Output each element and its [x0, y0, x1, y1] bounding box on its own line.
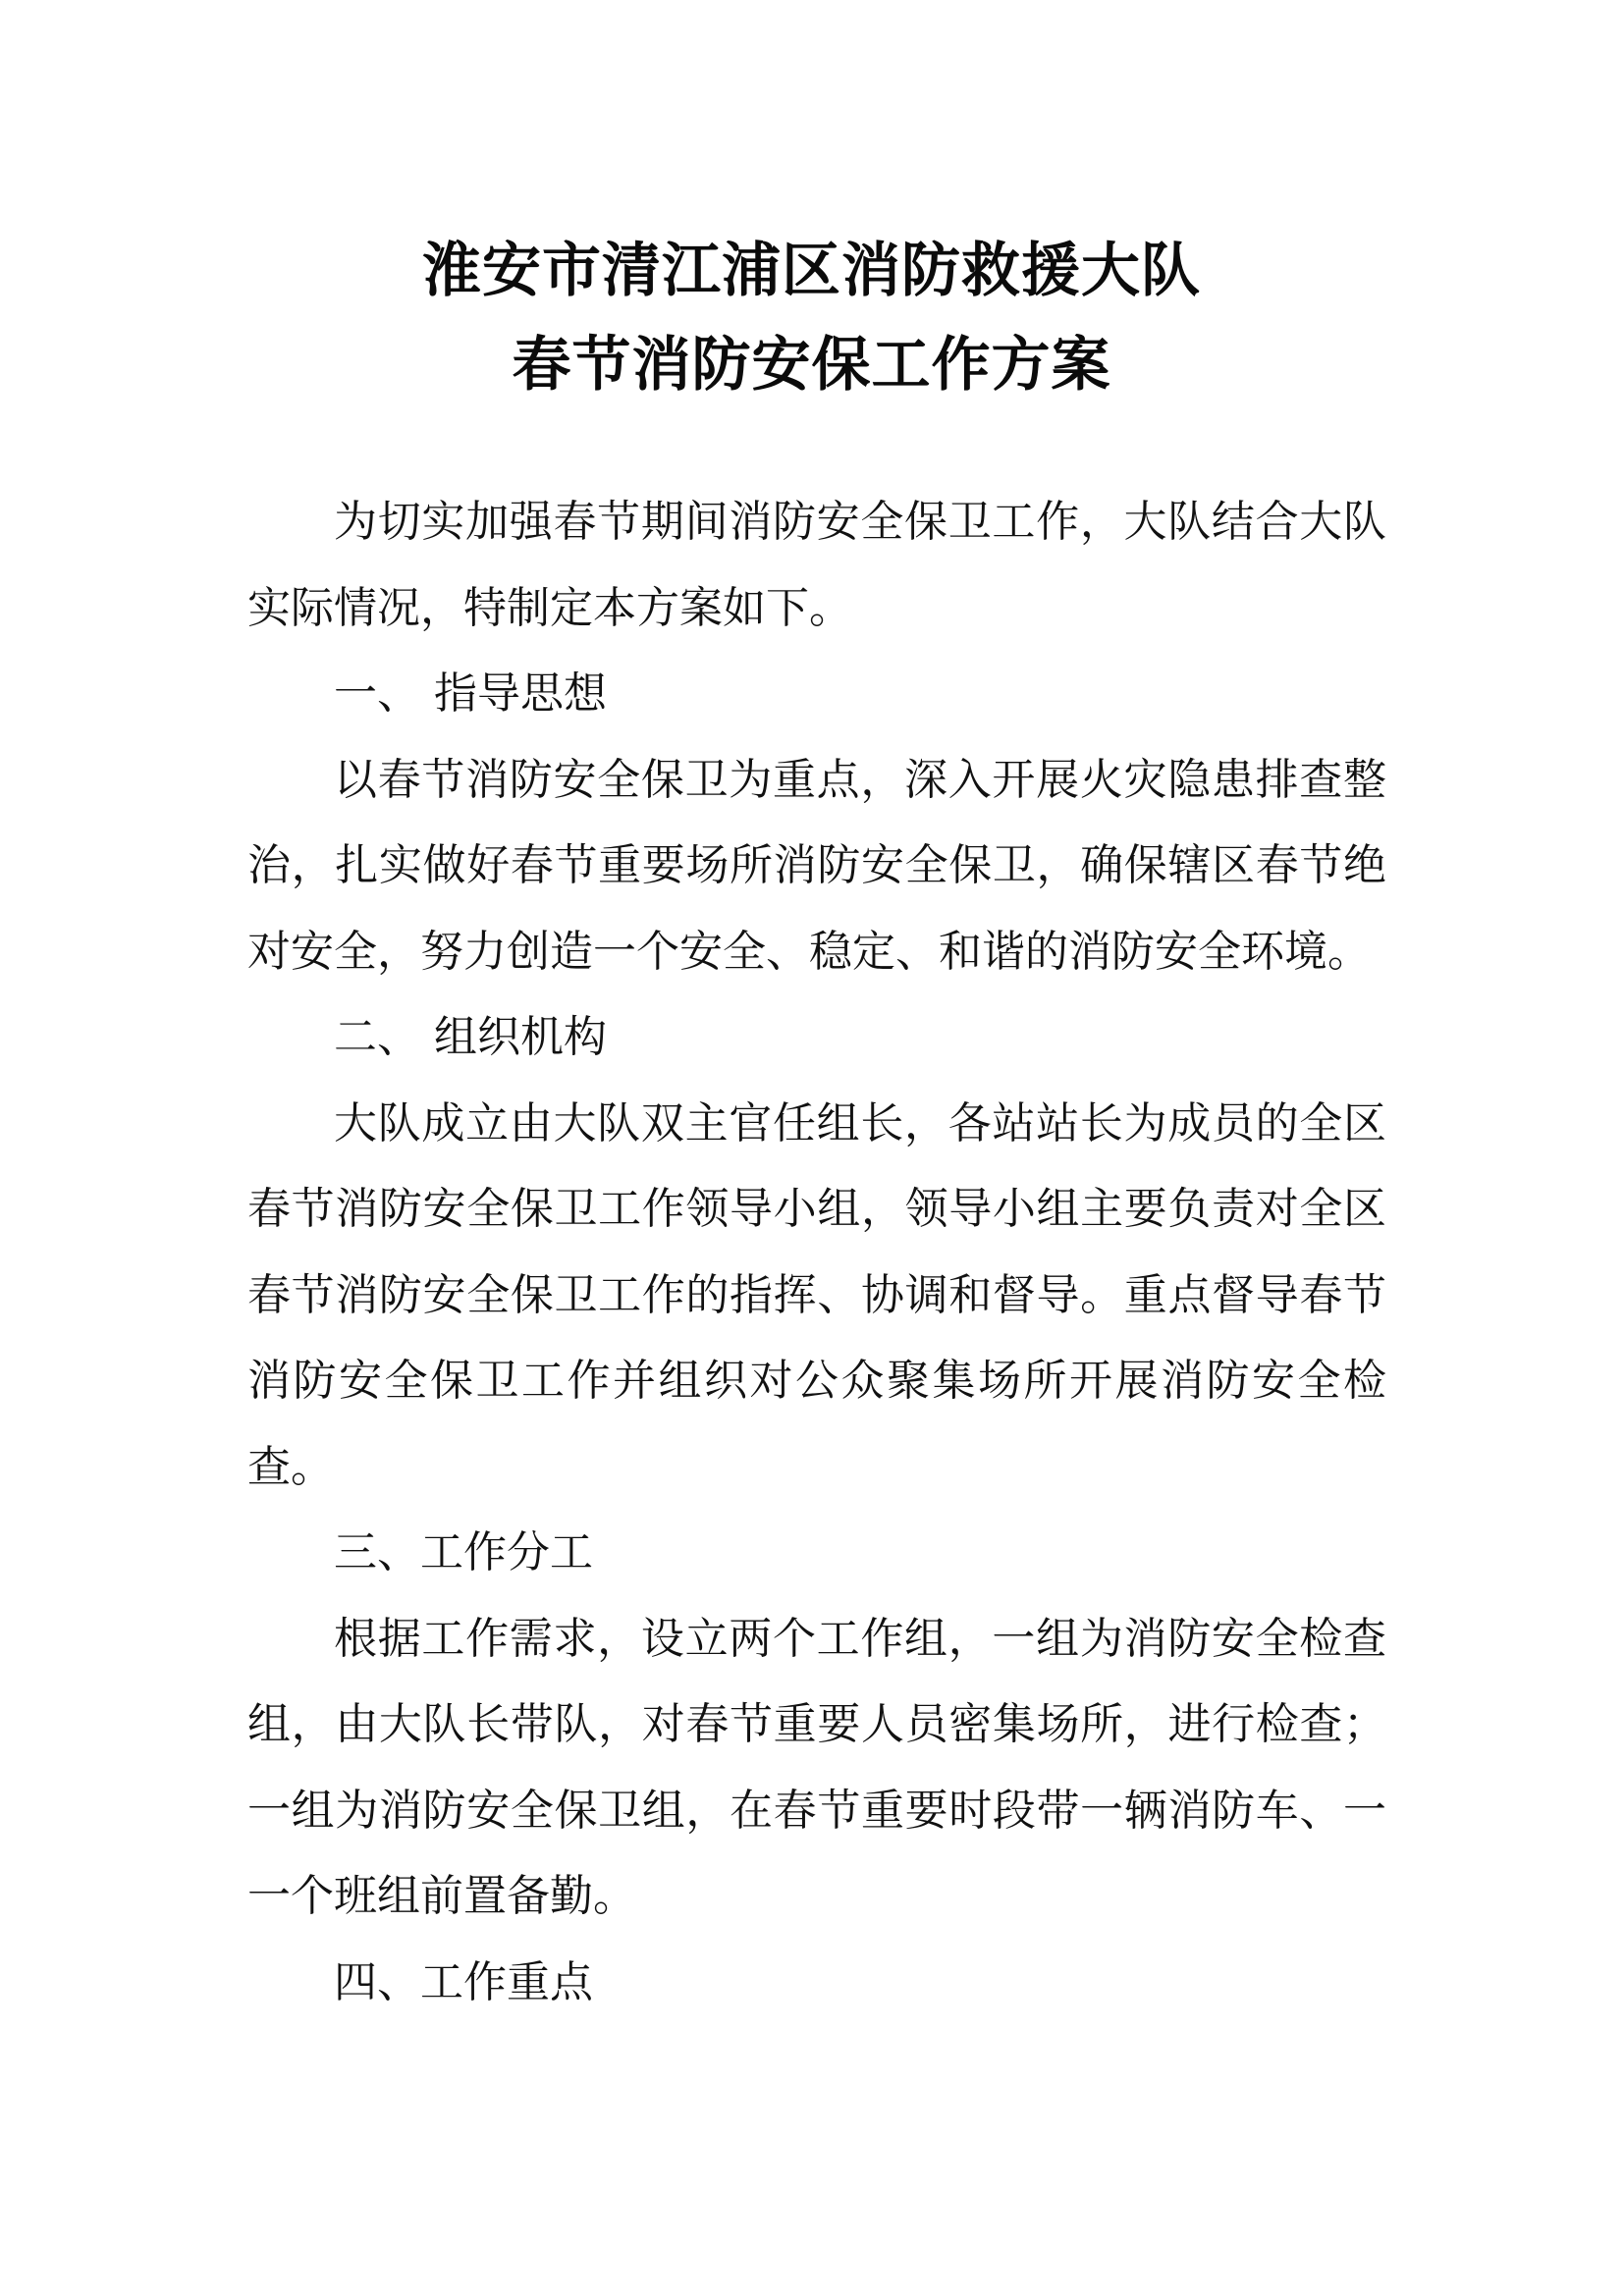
document-body: [247, 479, 1386, 2025]
section-heading-organization: 二、 组织机构: [334, 1012, 607, 1062]
document-title: [0, 224, 1623, 412]
section-heading-work-focus: 四、工作重点: [334, 1956, 593, 2007]
section-text-organization: 大队成立由大队双主官任组长，各站站长为成员的全区春节消防安全保卫工作领导小组，领导小组主要负责对全区春节消防安全保卫工作的指挥、协调和督导。重点督导春节消防安全保卫工作并组织对公众聚集场所开展消防安全检查。: [247, 1097, 1386, 1492]
title-line-1: 淮安市清江浦区消防救援大队: [422, 237, 1201, 305]
section-heading-guiding-ideology: 一、 指导思想: [334, 668, 607, 719]
title-line-2: 春节消防安保工作方案: [512, 331, 1111, 400]
section-heading-division-of-work: 三、工作分工: [334, 1527, 593, 1577]
intro-paragraph: 为切实加强春节期间消防安全保卫工作，大队结合大队实际情况，特制定本方案如下。: [247, 497, 1386, 633]
section-text-division-of-work: 根据工作需求，设立两个工作组，一组为消防安全检查组，由大队长带队，对春节重要人员密集场所，进行检查；一组为消防安全保卫组，在春节重要时段带一辆消防车、一一个班组前置备勤。: [247, 1613, 1386, 1921]
section-text-guiding-ideology: 以春节消防安全保卫为重点，深入开展火灾隐患排查整治，扎实做好春节重要场所消防安全保卫，确保辖区春节绝对安全，努力创造一个安全、稳定、和谐的消防安全环境。: [247, 754, 1386, 977]
